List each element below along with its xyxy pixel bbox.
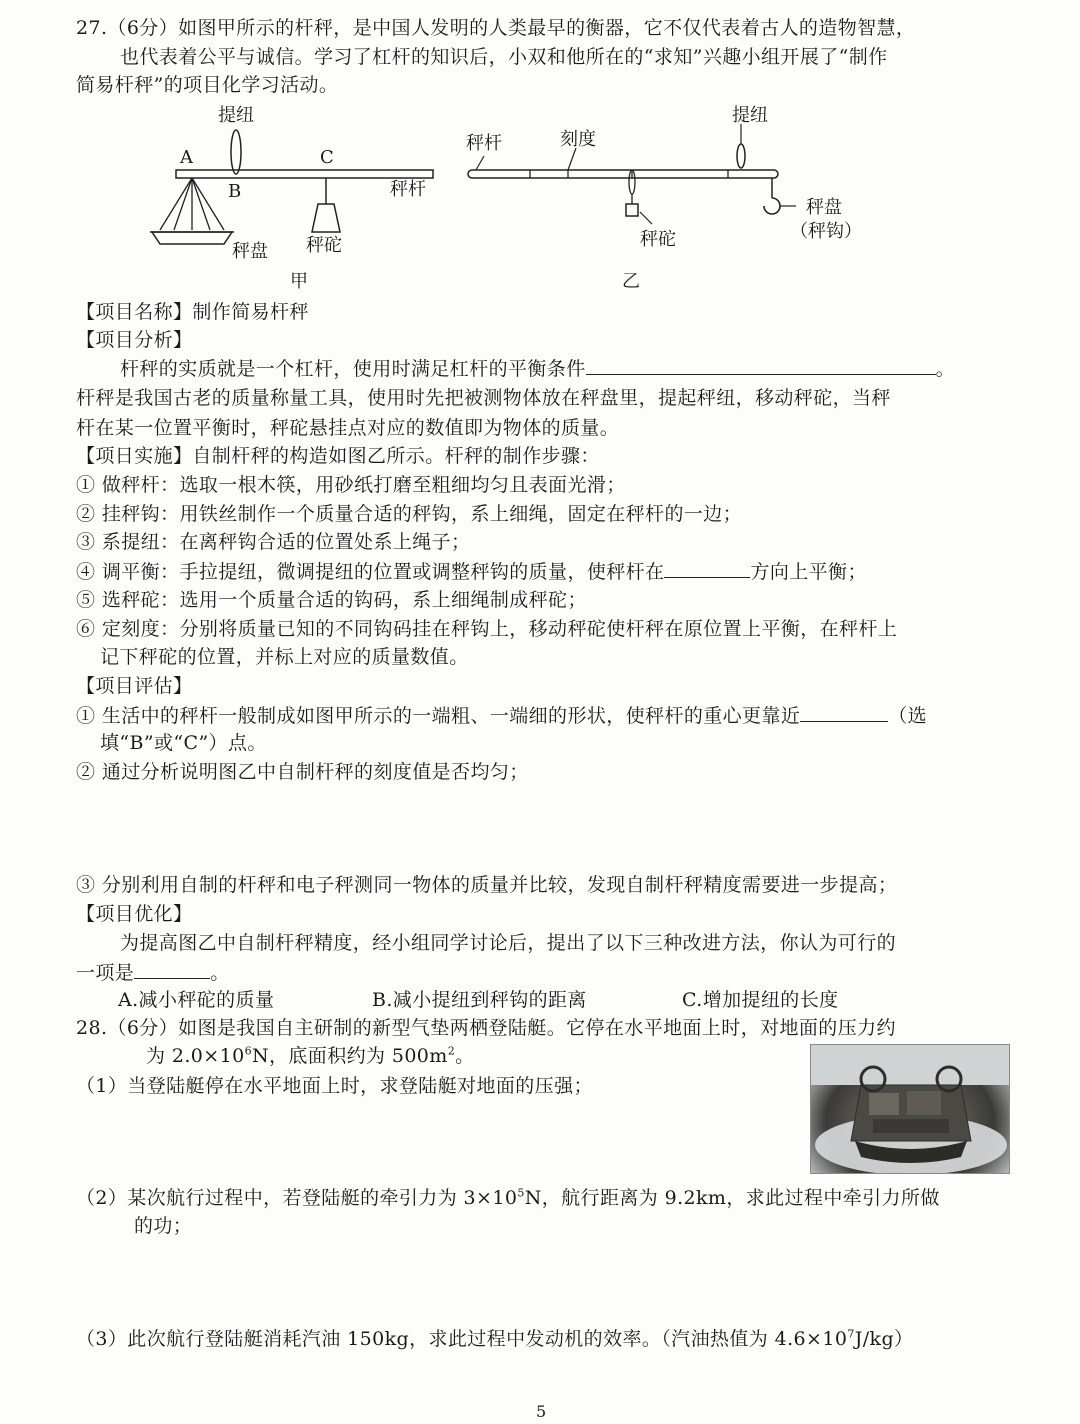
direction-blank[interactable] (664, 559, 750, 578)
optimization-line2: 一项是 。 (76, 962, 230, 984)
yi-tinu-loop (737, 144, 745, 168)
page-number: 5 (536, 1402, 547, 1421)
choice-c: C.增加提纽的长度 (682, 989, 839, 1011)
q28-line2: 为 $2.0\times 10^6N$，底面积约为 $500m^2$。 (146, 1044, 475, 1067)
q28-part1: （1）当登陆艇停在水平地面上时，求登陆艇对地面的压强； (76, 1075, 593, 1097)
yi-caption: 乙 (622, 271, 640, 292)
implementation-heading: 【项日实施】自制杆秤的构造如图乙所示。杆秤的制作步骤： (76, 445, 600, 467)
optimization-line1: 为提高图乙中自制杆秤精度，经小组同学讨论后，提出了以下三种改进方法，你认为可行的 (120, 932, 897, 954)
step-6-line2: 记下秤砣的位置，并标上对应的质量数值。 (100, 646, 469, 668)
step-3: ③ 系提纽：在离秤钩合适的位置处系上绳子； (76, 531, 471, 553)
figure-jia-steelyard (140, 100, 450, 300)
yi-beam (468, 170, 778, 178)
analysis-line3: 杆在某一位置平衡时，秤砣悬挂点对应的数值即为物体的质量。 (76, 417, 620, 439)
center-of-gravity-blank[interactable] (800, 703, 888, 722)
q28-part3: （3）此次航行登陆艇消耗汽油 150kg，求此过程中发动机的效率。（汽油热值为 $4.6\times 10^7J/kg$） (76, 1327, 914, 1350)
step-6-line1: ⑥ 定刻度：分别将质量已知的不同钩码挂在秤钩上，移动秤砣使杆秤在原位置上平衡，在秤杆上 (76, 618, 898, 640)
jia-label-beam: 秤杆 (390, 179, 426, 200)
balance-condition-blank[interactable] (586, 356, 936, 375)
analysis-heading: 【项目分析】 (76, 329, 193, 351)
analysis-line2: 杆秤是我国古老的质量称量工具，使用时先把被测物体放在秤盘里，提起秤纽，移动秤砣，当秤 (76, 387, 891, 409)
analysis-line1: 杆秤的实质就是一个杠杆，使用时满足杠杆的平衡条件 。 (120, 358, 956, 380)
step-2: ② 挂秤钩：用铁丝制作一个质量合适的秤钩，系上细绳，固定在秤杆的一边； (76, 503, 743, 525)
evaluation-3: ③ 分别利用自制的杆秤和电子秤测同一物体的质量并比较，发现自制杆秤精度需要进一步提高； (76, 874, 898, 896)
evaluation-1: ① 生活中的秤杆一般制成如图甲所示的一端粗、一端细的形状，使秤杆的重心更靠近 （选 (76, 705, 928, 727)
q27-line2: 也代表着公平与诚信。学习了杠杆的知识后，小双和他所在的“求知”兴趣小组开展了“制作 (120, 46, 888, 68)
q28-part2-line2: 的功； (134, 1215, 193, 1237)
q27-line1: 27.（6分）如图甲所示的杆秤，是中国人发明的人类最早的衡器，它不仅代表着古人的造物智慧， (76, 17, 916, 39)
project-name-heading: 【项目名称】制作简易杆秤 (76, 301, 309, 323)
jia-caption: 甲 (290, 271, 308, 292)
jia-weight (312, 204, 340, 232)
step-1: ① 做秤杆：选取一根木筷，用砂纸打磨至粗细均匀且表面光滑； (76, 474, 626, 496)
evaluation-2: ② 通过分析说明图乙中自制杆秤的刻度值是否均匀； (76, 761, 529, 783)
hovercraft-photo (810, 1044, 1010, 1174)
q28-part2-line1: （2）某次航行过程中，若登陆艇的牵引力为 $3\times 10^5N$，航行距离为 9.2km，求此过程中牵引力所做 (76, 1186, 940, 1209)
jia-tinu-loop (231, 130, 241, 174)
jia-label-pan: 秤盘 (232, 241, 268, 262)
yi-weight (626, 204, 638, 216)
choice-b: B.减小提纽到秤钩的距离 (372, 989, 587, 1011)
step-5: ⑤ 选秤砣：选用一个质量合适的钩码，系上细绳制成秤砣； (76, 589, 587, 611)
optimization-heading: 【项目优化】 (76, 903, 193, 925)
jia-label-b: B (228, 181, 242, 202)
q28-line1: 28.（6分）如图是我国自主研制的新型气垫两栖登陆艇。它停在水平地面上时，对地面的压力约 (76, 1017, 896, 1039)
yi-label-weight: 秤砣 (640, 229, 676, 250)
evaluation-heading: 【项目评估】 (76, 675, 193, 697)
choice-blank[interactable] (134, 960, 210, 979)
step-4: ④ 调平衡：手拉提纽，微调提纽的位置或调整秤钩的质量，使秤杆在 方向上平衡； (76, 561, 867, 583)
yi-label-beam: 秤杆 (466, 133, 502, 154)
jia-label-a: A (180, 147, 193, 168)
jia-label-c: C (320, 147, 334, 168)
hovercraft-image (811, 1045, 1009, 1173)
yi-label-pan: 秤盘 (806, 197, 842, 218)
q27-line3: 简易杆秤”的项目化学习活动。 (76, 74, 339, 96)
yi-hook (764, 198, 780, 214)
choice-a: A.减小秤砣的质量 (118, 989, 275, 1011)
jia-pan (152, 232, 232, 244)
jia-label-tinu: 提纽 (218, 105, 254, 126)
yi-label-hook: （秤钩） (790, 221, 862, 242)
jia-label-weight: 秤砣 (306, 235, 342, 256)
jia-beam (176, 170, 433, 178)
figure-yi-homemade-steelyard (460, 100, 800, 280)
evaluation-1-cont: 填“B”或“C”）点。 (100, 732, 267, 754)
yi-label-tinu: 提纽 (732, 105, 768, 126)
yi-label-scale: 刻度 (560, 129, 596, 150)
